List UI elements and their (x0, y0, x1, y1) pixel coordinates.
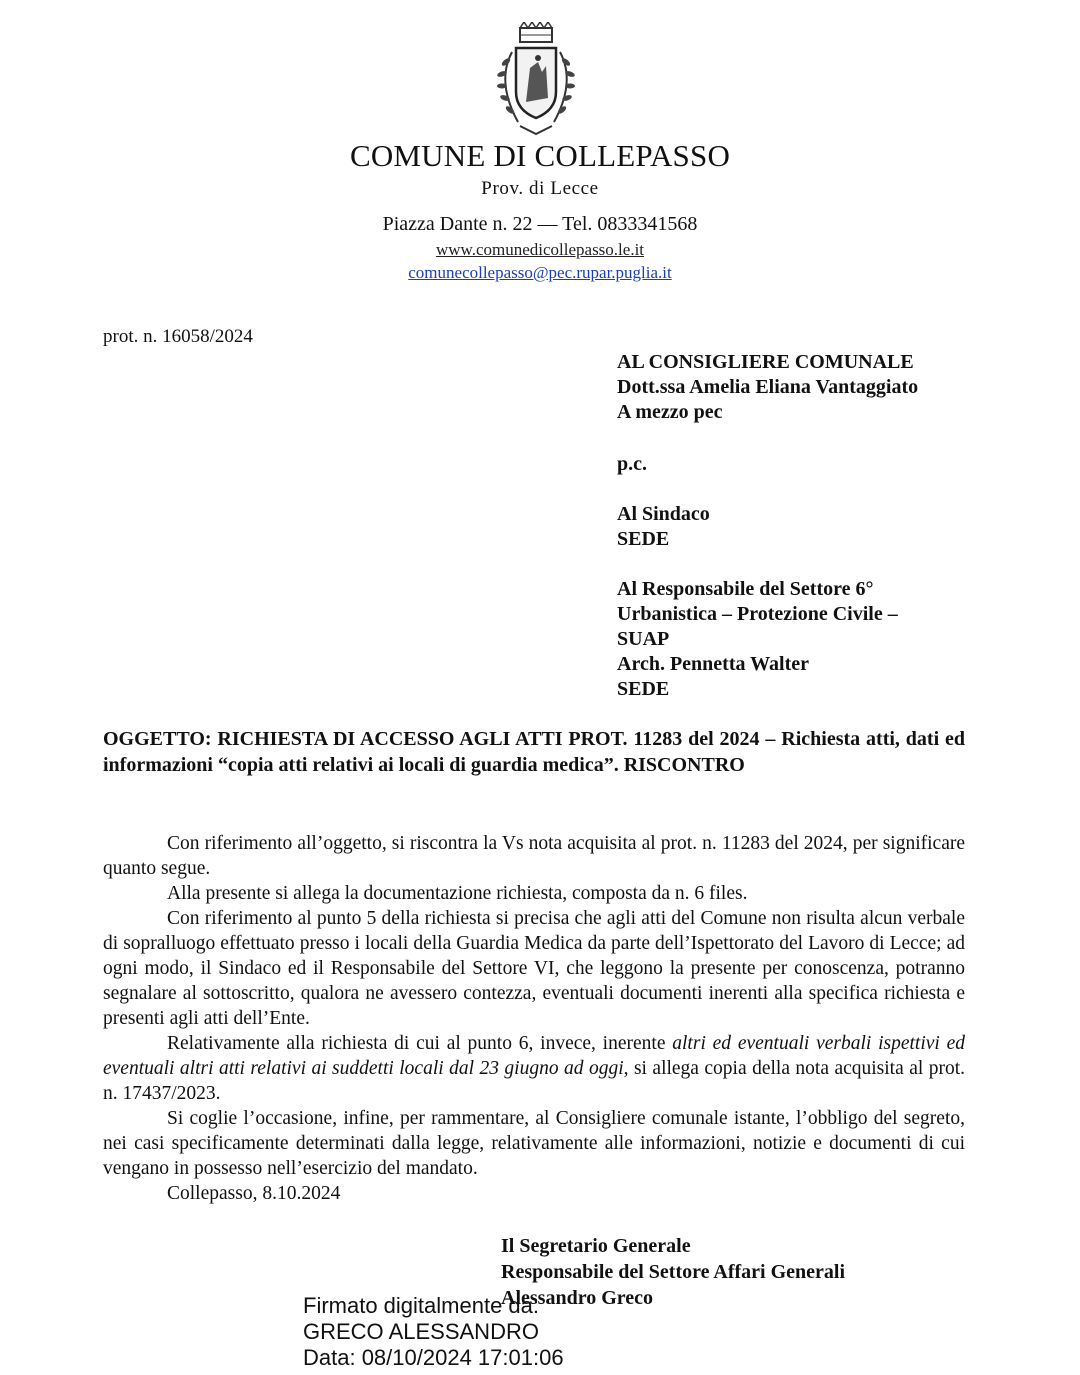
recipient-line: Dott.ssa Amelia Eliana Vantaggiato (617, 376, 919, 398)
letter-body (103, 831, 965, 1206)
signer-name: Alessandro Greco (501, 1287, 654, 1309)
recipient-line: AL CONSIGLIERE COMUNALE (617, 351, 914, 373)
body-paragraph: Con riferimento al punto 5 della richiesta si precisa che agli atti del Comune non risulta alcun verbale di sopralluogo effettuato presso i locali della Guardia Medica da parte dell’Ispettorato del Lavoro di Lecce; ad ogni modo, il Sindaco ed il Responsabile del Settore VI, che leggono la presente per conoscenza, potranno segnalare al sottoscritto, qualora ne avessero contezza, eventuali documenti inerenti alla specifica richiesta e presenti agli atti dell’Ente. (103, 908, 965, 1029)
recipient-line: SUAP (617, 628, 670, 650)
protocol-number: prot. n. 16058/2024 (103, 326, 253, 347)
pc-label: p.c. (617, 453, 647, 475)
stamp-line: GRECO ALESSANDRO (303, 1319, 539, 1344)
recipient-main (617, 350, 918, 425)
recipient-sector (617, 577, 898, 702)
body-paragraph: Alla presente si allega la documentazione richiesta, composta da n. 6 files. (167, 883, 748, 904)
recipient-line: A mezzo pec (617, 401, 723, 423)
stamp-line: Data: 08/10/2024 17:01:06 (303, 1345, 564, 1370)
recipient-line: Al Responsabile del Settore 6° (617, 578, 874, 600)
digital-signature-stamp (303, 1293, 564, 1371)
recipient-line: Urbanistica – Protezione Civile – (617, 603, 898, 625)
address-line: Piazza Dante n. 22 — Tel. 0833341568 (382, 213, 698, 235)
body-text: Relativamente alla richiesta di cui al punto 6, invece, inerente (167, 1033, 673, 1054)
place-date: Collepasso, 8.10.2024 (167, 1183, 341, 1204)
recipient-line: Arch. Pennetta Walter (617, 653, 810, 675)
coat-of-arms-icon (486, 22, 586, 140)
municipality-title: COMUNE DI COLLEPASSO (349, 138, 731, 173)
body-paragraph: Si coglie l’occasione, infine, per rammentare, al Consigliere comunale istante, l’obbligo del segreto, nei casi specificamente determinati dalla legge, relativamente alle informazioni, notizie e documenti di cui vengano in possesso nell’esercizio del mandato. (103, 1108, 965, 1179)
pec-email-link[interactable]: comunecollepasso@pec.rupar.puglia.it (408, 263, 672, 282)
website-link[interactable]: www.comunedicollepasso.le.it (435, 240, 645, 259)
body-text: , si allega copia della nota acquisita al prot. n. 17437/2023. (103, 1058, 965, 1104)
stamp-line: Firmato digitalmente da: (303, 1293, 539, 1318)
body-text-italic: altri ed eventuali verbali ispettivi ed eventuali altri atti relativi ai suddetti locali dal 23 giugno ad oggi (103, 1033, 965, 1079)
body-paragraph (103, 1031, 965, 1106)
body-paragraph: Con riferimento all’oggetto, si riscontra la Vs nota acquisita al prot. n. 11283 del 2024, per significare quanto segue. (103, 833, 965, 879)
recipient-line: SEDE (617, 678, 670, 700)
recipient-mayor (617, 502, 710, 552)
recipient-line: Al Sindaco (617, 503, 710, 525)
province-line: Prov. di Lecce (481, 178, 599, 199)
recipient-line: SEDE (617, 528, 670, 550)
signer-role: Responsabile del Settore Affari Generali (501, 1261, 846, 1283)
signer-role: Il Segretario Generale (501, 1235, 691, 1257)
subject-line: OGGETTO: RICHIESTA DI ACCESSO AGLI ATTI PROT. 11283 del 2024 – Richiesta atti, dati ed informazioni “copia atti relativi ai locali di guardia medica”. RISCONTRO (103, 728, 965, 776)
